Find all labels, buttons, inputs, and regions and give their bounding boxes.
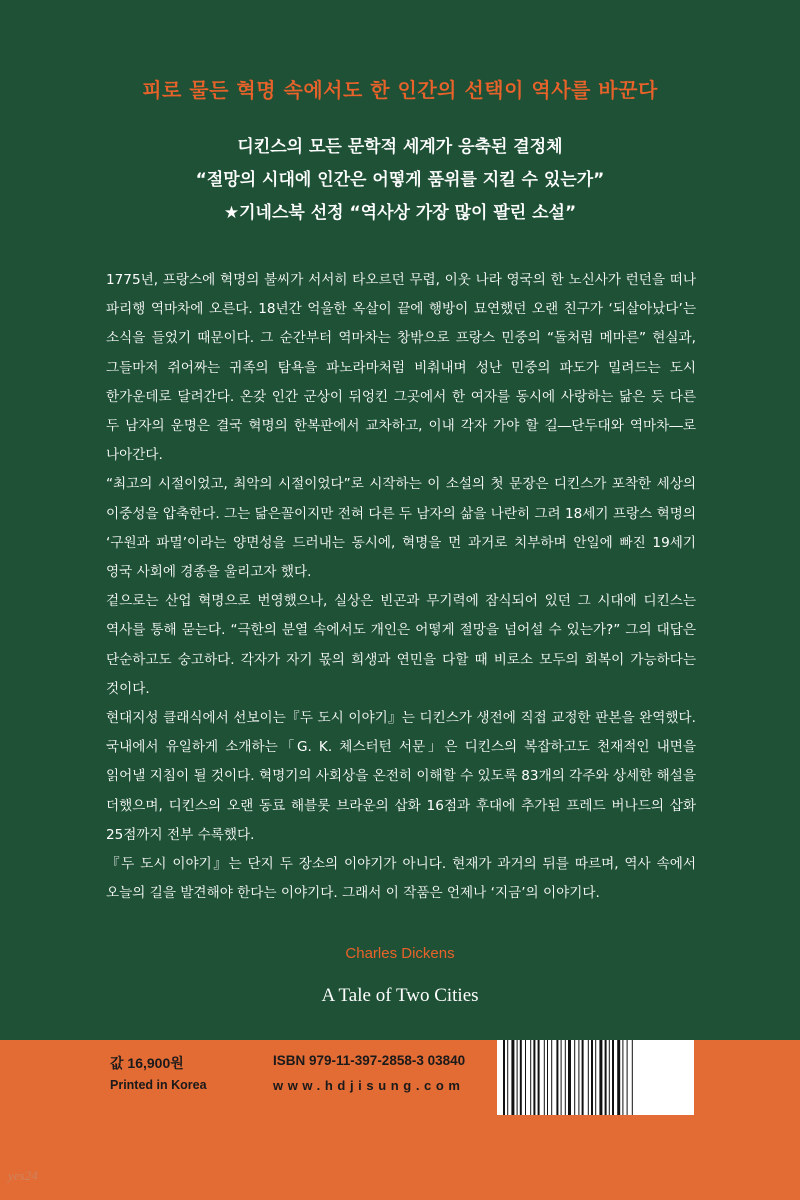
synopsis-body <box>106 266 696 908</box>
barcode-bar <box>520 1040 522 1115</box>
paragraph-1: 1775년, 프랑스에 혁명의 불씨가 서서히 타오르던 무렵, 이웃 나라 영국의 한 노신사가 런던을 떠나 파리행 역마차에 오른다. 18년간 억울한 옥살이 끝에 행방이 묘연했던 오랜 친구가 ‘되살아났다’는 소식을 들었기 때문이다. 그 순간부터 역마차는 창밖으로 프랑스 민중의 “돌처럼 메마른” 현실과, 그들마저 쥐어짜는 귀족의 탐욕을 파노라마처럼 비춰내며 성난 민중의 파도가 밀려드는 도시 한가운데로 달려간다. 온갖 인간 군상이 뒤엉킨 그곳에서 한 여자를 동시에 사랑하는 닮은 듯 다른 두 남자의 운명은 결국 혁명의 한복판에서 교차하고, 이내 각자 가야 할 길―단두대와 역마차―로 나아간다. <box>106 272 696 464</box>
barcode <box>497 1040 694 1115</box>
barcode-bar <box>544 1040 545 1115</box>
barcode-bar <box>578 1040 579 1115</box>
publisher-website: www.hdjisung.com <box>273 1078 465 1093</box>
book-title-english: A Tale of Two Cities <box>321 985 479 1006</box>
barcode-bar <box>574 1040 575 1115</box>
barcode-bar <box>617 1040 620 1115</box>
barcode-bar <box>582 1040 584 1115</box>
barcode-bar <box>599 1040 602 1115</box>
barcode-bar <box>609 1040 610 1115</box>
paragraph-3: 겉으로는 산업 혁명으로 번영했으나, 실상은 빈곤과 무기력에 잠식되어 있던 그 시대에 디킨스는 역사를 통해 묻는다. “극한의 분열 속에서도 개인은 어떻게 절망을 넘어설 수 있는가?” 그의 대답은 단순하고도 숭고하다. 각자가 자기 몫의 희생과 연민을 다할 때 비로소 모두의 회복이 가능하다는 것이다. <box>106 593 696 697</box>
paragraph-4: 현대지성 클래식에서 선보이는『두 도시 이야기』는 디킨스가 생전에 직접 교정한 판본을 완역했다. 국내에서 유일하게 소개하는「G. K. 체스터턴 서문」은 디킨스의 복잡하고도 천재적인 내면을 읽어낼 지침이 될 것이다. 혁명기의 사회상을 온전히 이해할 수 있도록 83개의 각주와 상세한 해설을 더했으며, 디킨스의 오랜 동료 해블롯 브라운의 삽화 16점과 후대에 추가된 프레드 버나드의 삽화 25점까지 전부 수록했다. <box>106 710 696 843</box>
barcode-bar <box>591 1040 593 1115</box>
paragraph-2: “최고의 시절이었고, 최악의 시절이었다”로 시작하는 이 소설의 첫 문장은 디킨스가 포착한 세상의 이중성을 압축한다. 그는 닮은꼴이지만 전혀 다른 두 남자의 삶을 나란히 그려 18세기 프랑스 혁명의 ‘구원과 파멸’이라는 양면성을 드러내는 동시에, 혁명을 먼 과거로 치부하며 안일에 빠진 19세기 영국 사회에 경종을 울리고자 했다. <box>106 476 696 581</box>
barcode-bar <box>503 1040 505 1115</box>
barcode-bar <box>612 1040 614 1115</box>
barcode-bar <box>605 1040 607 1115</box>
barcode-bar <box>595 1040 596 1115</box>
barcode-bar <box>547 1040 548 1115</box>
barcode-bar <box>632 1040 633 1115</box>
barcode-bar <box>525 1040 526 1115</box>
barcode-bar <box>565 1040 566 1115</box>
barcode-bar <box>517 1040 518 1115</box>
price-label: 값 16,900원 <box>110 1055 184 1071</box>
barcode-bar <box>530 1040 531 1115</box>
barcode-bar <box>533 1040 535 1115</box>
barcode-bar <box>627 1040 628 1115</box>
barcode-bar <box>568 1040 571 1115</box>
headline: 피로 물든 혁명 속에서도 한 인간의 선택이 역사를 바꾼다 <box>142 78 658 102</box>
isbn-label: ISBN 979-11-397-2858-3 03840 <box>273 1053 466 1068</box>
barcode-bars <box>497 1040 694 1115</box>
paragraph-5: 『두 도시 이야기』는 단지 두 장소의 이야기가 아니다. 현재가 과거의 뒤를 따르며, 역사 속에서 오늘의 길을 발견해야 한다는 이야기다. 그래서 이 작품은 언제나 ‘지금’의 이야기다. <box>106 856 696 902</box>
barcode-bar <box>622 1040 623 1115</box>
barcode-bar <box>551 1040 552 1115</box>
taglines <box>0 131 800 230</box>
barcode-bar <box>511 1040 514 1115</box>
barcode-bar <box>588 1040 589 1115</box>
watermark: yes24 <box>8 1168 38 1183</box>
tagline-1: 디킨스의 모든 문학적 세계가 응축된 결정체 <box>237 137 563 157</box>
barcode-bar <box>507 1040 508 1115</box>
barcode-bar <box>538 1040 540 1115</box>
tagline-3: ★기네스북 선정 “역사상 가장 많이 팔린 소설” <box>223 203 577 223</box>
printed-in-label: Printed in Korea <box>110 1078 207 1092</box>
author-name-english: Charles Dickens <box>345 945 455 962</box>
barcode-bar <box>561 1040 562 1115</box>
tagline-2: “절망의 시대에 인간은 어떻게 품위를 지킬 수 있는가” <box>195 170 605 190</box>
barcode-bar <box>556 1040 558 1115</box>
